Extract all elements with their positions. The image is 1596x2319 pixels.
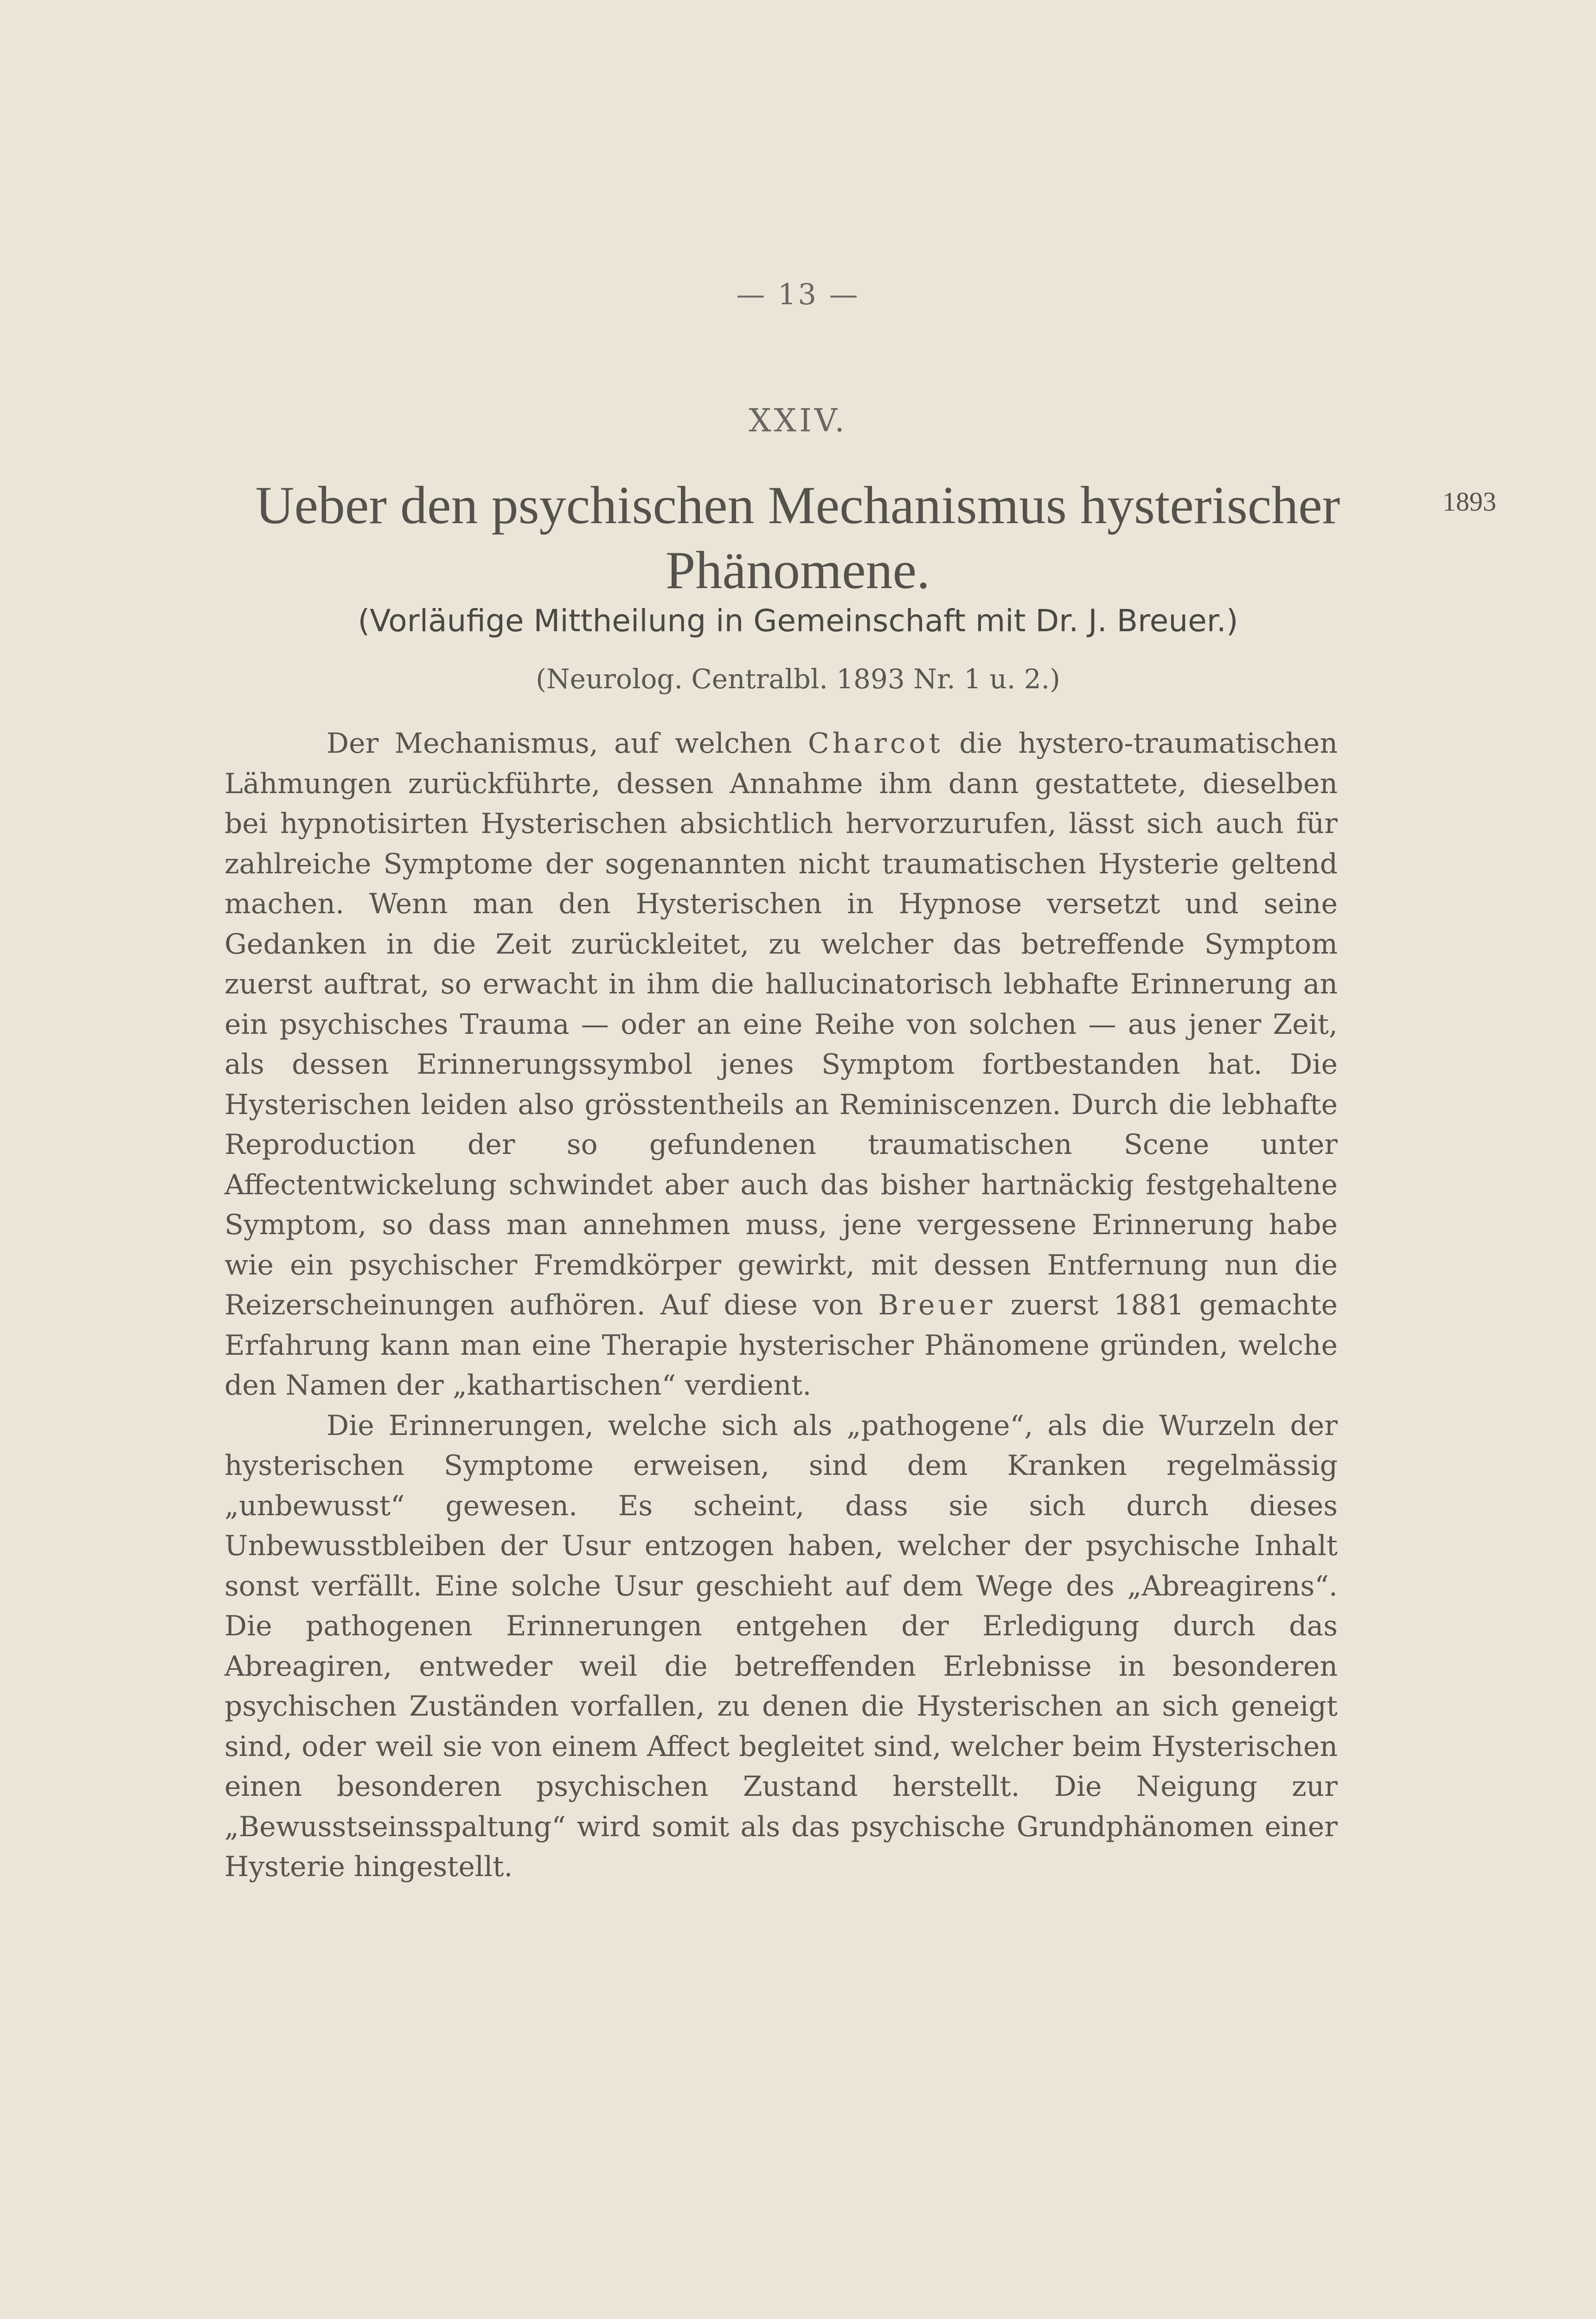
- name-breuer: Breuer: [878, 1289, 996, 1321]
- body-text: [224, 724, 1338, 1887]
- article-title: Ueber den psychischen Mechanismus hysterischer Phänomene.: [255, 476, 1340, 600]
- paragraph-2: Die Erinnerungen, welche sich als „pathogene“, als die Wurzeln der hysterischen Symptome erweisen, sind dem Kranken regelmässig „unbewusst“ gewesen. Es scheint, dass sie sich durch dieses Unbewusstbleiben der Usur entzogen haben, welcher der psychische Inhalt sonst verfällt. Eine solche Usur geschieht auf dem Wege des „Abreagirens“. Die pathogenen Erinnerungen entgehen der Erledigung durch das Abreagiren, entweder weil die betreffenden Erlebnisse in besonderen psychischen Zuständen vorfallen, zu denen die Hysterischen an sich geneigt sind, oder weil sie von einem Affect begleitet sind, welcher beim Hysterischen einen besonderen psychischen Zustand herstellt. Die Neigung zur „Bewusstseinsspaltung“ wird somit als das psychische Grundphänomen einer Hysterie hingestellt.: [224, 1409, 1338, 1883]
- margin-year: 1893: [1442, 487, 1496, 517]
- paragraph-1-part-a: Der Mechanismus, auf welchen: [327, 727, 808, 760]
- paragraph-1-part-b: die hystero-traumatischen Lähmungen zurückführte, dessen Annahme ihm dann gestattete, dieselben bei hypnotisirten Hysterischen absichtlich hervorzurufen, lässt sich auch für zahlreiche Symptome der sogenannten nicht traumatischen Hysterie geltend machen. Wenn man den Hysterischen in Hypnose versetzt und seine Gedanken in die Zeit zurückleitet, zu welcher das betreffende Symptom zuerst auftrat, so erwacht in ihm die hallucinatorisch lebhafte Erinnerung an ein psychisches Trauma — oder an eine Reihe von solchen — aus jener Zeit, als dessen Erinnerungssymbol jenes Symptom fortbestanden hat. Die Hysterischen leiden also grösstentheils an Reminiscenzen. Durch die lebhafte Reproduction der so gefundenen traumatischen Scene unter Affectentwickelung schwindet aber auch das bisher hartnäckig festgehaltene Symptom, so dass man annehmen muss, jene vergessene Erinnerung habe wie ein psychischer Fremdkörper gewirkt, mit dessen Entfernung nun die Reizerscheinungen aufhören. Auf diese von: [224, 727, 1338, 1321]
- paragraph-1-part-c: zuerst 1881 gemachte Erfahrung kann man eine Therapie hysterischer Phänomene gründen, welche den Namen der „kathartischen“ verdient.: [224, 1289, 1338, 1402]
- page-number: — 13 —: [736, 277, 860, 311]
- paragraph-1: [224, 724, 1338, 1406]
- article-subtitle: (Vorläufige Mittheilung in Gemeinschaft mit Dr. J. Breuer.): [358, 603, 1238, 639]
- name-charcot: Charcot: [808, 727, 943, 760]
- section-number: XXIV.: [749, 403, 847, 439]
- publication-source: (Neurolog. Centralbl. 1893 Nr. 1 u. 2.): [536, 663, 1060, 695]
